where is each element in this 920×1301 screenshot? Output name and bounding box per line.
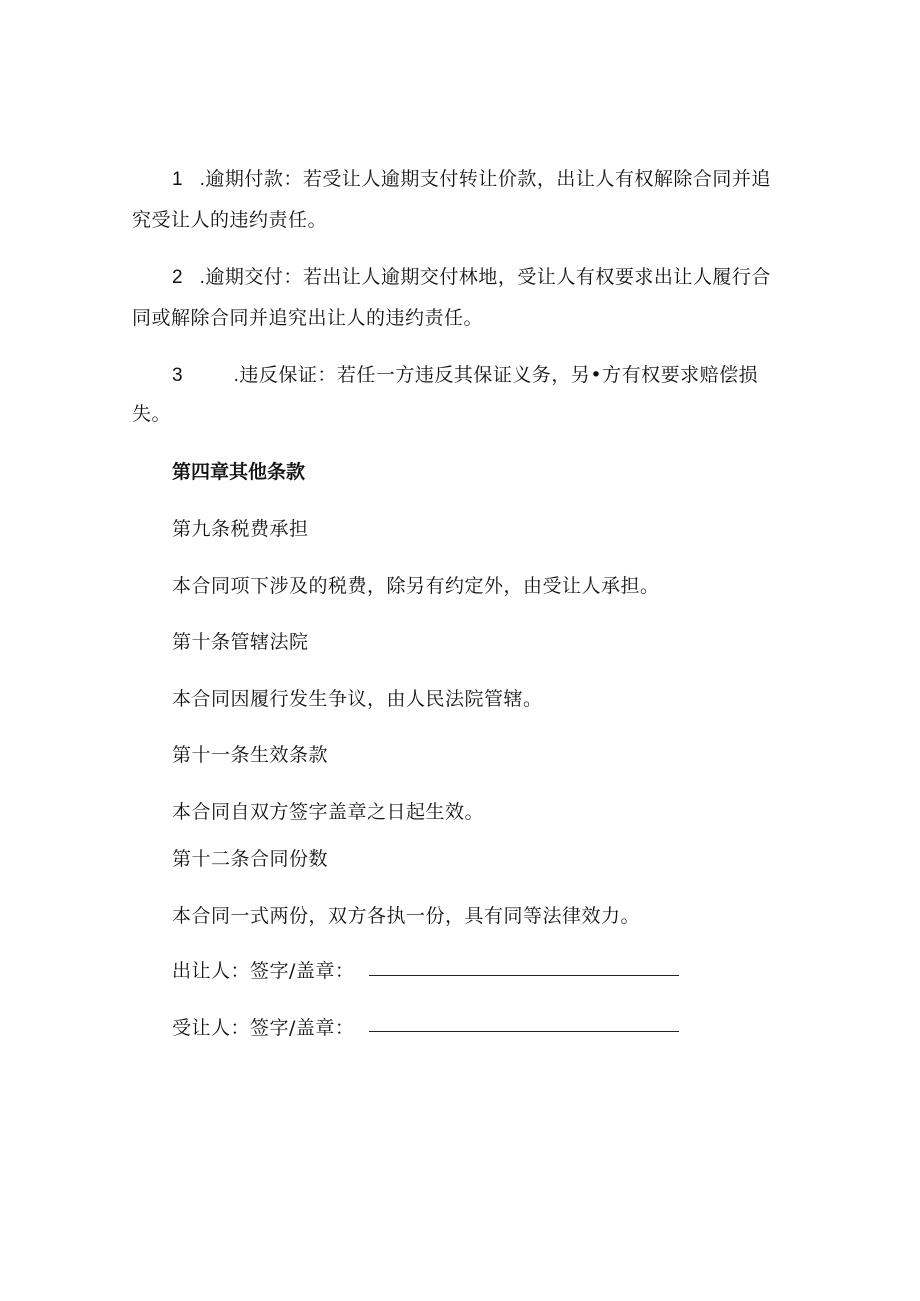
transferor-signature-line[interactable] bbox=[369, 975, 679, 976]
clause-1-number: 1 bbox=[172, 169, 184, 190]
clause-1-line-2: 究受让人的违约责任。 bbox=[132, 209, 328, 231]
chapter-title: 第四章其他条款 bbox=[172, 461, 306, 483]
clause-2-separator: . bbox=[199, 267, 206, 288]
article-10-title: 第十条管辖法院 bbox=[172, 631, 309, 653]
clause-2-line-1 bbox=[172, 265, 771, 290]
clause-1-line-1 bbox=[172, 167, 771, 192]
clause-3-number: 3 bbox=[172, 365, 184, 386]
clause-3-line-1 bbox=[172, 363, 758, 388]
article-12-title: 第十二条合同份数 bbox=[172, 848, 329, 870]
transferor-signature-label: 出让人：签字/盖章： bbox=[172, 960, 355, 982]
clause-1-text: 逾期付款：若受让人逾期支付转让价款，出让人有权解除合同并追 bbox=[205, 168, 771, 190]
clause-3-separator: . bbox=[233, 365, 240, 386]
transferee-signature-line[interactable] bbox=[369, 1031, 679, 1032]
article-10-body: 本合同因履行发生争议，由人民法院管辖。 bbox=[172, 688, 543, 710]
clause-2-text: 逾期交付：若出让人逾期交付林地，受让人有权要求出让人履行合 bbox=[205, 266, 771, 288]
article-11-title: 第十一条生效条款 bbox=[172, 744, 329, 766]
clause-2-line-2: 同或解除合同并追究出让人的违约责任。 bbox=[132, 307, 484, 329]
clause-3-line-2: 失。 bbox=[132, 403, 172, 425]
article-9-title: 第九条税费承担 bbox=[172, 518, 309, 540]
clause-2-number: 2 bbox=[172, 267, 184, 288]
clause-1-separator: . bbox=[199, 169, 206, 190]
article-9-body: 本合同项下涉及的税费，除另有约定外，由受让人承担。 bbox=[172, 575, 660, 597]
clause-3-text: 违反保证：若任一方违反其保证义务，另•方有权要求赔偿损 bbox=[239, 364, 759, 386]
transferee-signature-label: 受让人：签字/盖章： bbox=[172, 1017, 355, 1039]
article-11-body: 本合同自双方签字盖章之日起生效。 bbox=[172, 801, 485, 823]
article-12-body: 本合同一式两份，双方各执一份，具有同等法律效力。 bbox=[172, 905, 641, 927]
